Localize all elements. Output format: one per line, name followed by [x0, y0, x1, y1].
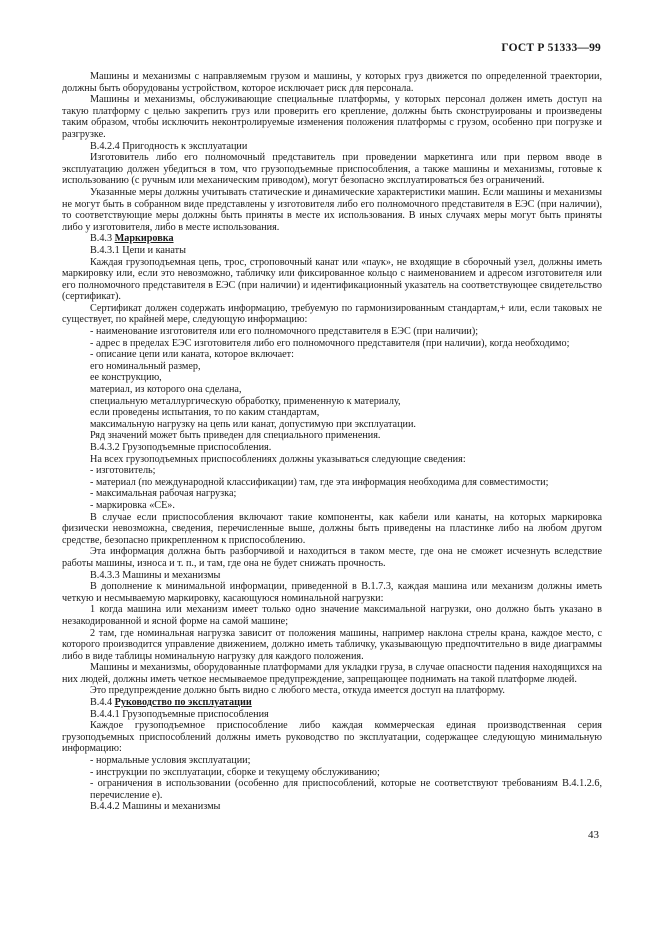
list-subitem: если проведены испытания, то по каким стандартам,: [90, 407, 320, 419]
list-subitem: максимальную нагрузку на цепь или канат, допустимую при эксплуатации.: [90, 418, 416, 430]
section-title: Маркировка: [114, 233, 174, 245]
list-item: - нормальные условия эксплуатации;: [90, 755, 251, 767]
paragraph: Ряд значений может быть приведен для специального применения.: [90, 430, 381, 442]
paragraph: Сертификат должен содержать информацию, требуемую по гармонизированным стандартам,+ или, если таковых не существует, по крайней мере, следующую информацию:: [62, 302, 602, 326]
list-subitem: его номинальный размер,: [90, 360, 201, 372]
paragraph: Каждая грузоподъемная цепь, трос, строповочный канат или «паук», не входящие в сборочный узел, должны иметь маркировку или, если это невозможно, табличку или фиксированное кольцо с наименованием и адресом изготовителя или его полномочного представителя в ЕЭС (при наличии) и идентификационный указатель на соответствующее свидетельство (сертификат).: [62, 256, 602, 303]
paragraph: Изготовитель либо его полномочный представитель при проведении маркетинга или при первом вводе в эксплуатацию должен убедиться в том, что грузоподъемные приспособления, а также машины и механизмы, готовые к использованию (с ручным или механическим приводом), могут безопасно эксплуатироваться без ограничений.: [62, 152, 602, 187]
paragraph: Машины и механизмы, оборудованные платформами для укладки груза, в случае опасности падения находящихся на них людей, должны иметь четкое несмываемое предупреждение, запрещающее поднимать на такой платформе людей.: [62, 662, 602, 685]
paragraph: Указанные меры должны учитывать статические и динамические характеристики машин. Если машины и механизмы не могут быть в собранном виде представлены у изготовителя либо его полномочного представителя в ЕЭС (при наличии), то соответствующие меры должны быть приняты в месте их использования. В иных случаях меры могут быть приняты либо у изготовителя, либо в месте использования.: [62, 186, 602, 233]
paragraph: Машины и механизмы с направляемым грузом и машины, у которых груз движется по определенной траектории, должны быть оборудованы устройством, которое исключает риск для персонала.: [62, 71, 602, 94]
list-item: - ограничения в использовании (особенно для приспособлений, которые не соответствуют требованиям В.4.1.2.6, перечисление е).: [90, 778, 602, 801]
document-body: [62, 71, 602, 813]
paragraph: Машины и механизмы, обслуживающие специальные платформы, у которых персонал должен иметь доступ на такую платформу с целью закрепить груз или проверить его крепление, должны быть сконструированы и произведены таким образом, чтобы исключить неконтролируемые изменения положения платформы с грузом, особенно при погрузке и разгрузке.: [62, 94, 602, 140]
list-subitem: специальную металлургическую обработку, примененную к материалу,: [90, 395, 401, 407]
subsection-heading: В.4.3.1 Цепи и канаты: [90, 244, 186, 256]
list-subitem: ее конструкцию,: [90, 372, 162, 384]
paragraph: Это предупреждение должно быть видно с любого места, откуда имеется доступ на платформу.: [90, 685, 505, 697]
list-item: - маркировка «СЕ».: [90, 499, 175, 511]
page-number: 43: [588, 829, 599, 841]
subsection-heading: В.4.4.2 Машины и механизмы: [90, 801, 221, 813]
section-heading: [62, 233, 602, 245]
list-item: - инструкции по эксплуатации, сборке и текущему обслуживанию;: [90, 766, 380, 778]
section-heading: [62, 697, 602, 709]
list-item: - наименование изготовителя или его полномочного представителя в ЕЭС (при наличии);: [90, 326, 479, 338]
subsection-heading: В.4.4.1 Грузоподъемные приспособления: [90, 708, 269, 720]
paragraph: В дополнение к минимальной информации, приведенной в В.1.7.3, каждая машина или механизм должны иметь четкую и несмываемую маркировку, касающуюся номинальной нагрузки:: [62, 581, 602, 604]
paragraph: 1 когда машина или механизм имеет только одно значение максимальной нагрузки, оно должно быть указано в незакодированной и ясной форме на самой машине;: [62, 604, 602, 627]
section-number: В.4.4: [90, 697, 113, 709]
list-item: - адрес в пределах ЕЭС изготовителя либо его полномочного представителя (при наличии), когда необходимо;: [90, 337, 570, 349]
list-item: - изготовитель;: [90, 465, 156, 477]
list-item: - максимальная рабочая нагрузка;: [90, 488, 237, 500]
section-number: В.4.3: [90, 233, 113, 245]
subsection-heading: В.4.3.3 Машины и механизмы: [90, 569, 221, 581]
paragraph: 2 там, где номинальная нагрузка зависит от положения машины, например наклона стрелы крана, каждое место, с которого производится управление движением, должно иметь табличку, указывающую предпочтительно в виде диаграммы либо в виде таблицы номинальную нагрузку для каждого положения.: [62, 627, 602, 662]
paragraph: В случае если приспособления включают такие компоненты, как кабели или канаты, на которых маркировка физически невозможна, сведения, перечисленные выше, должны быть приведены на пластинке либо на любом другом средстве, безопасно прикрепленном к приспособлению.: [62, 511, 602, 546]
standard-header: ГОСТ Р 51333—99: [501, 42, 601, 54]
list-subitem: материал, из которого она сделана,: [90, 384, 242, 396]
paragraph: Эта информация должна быть разборчивой и находиться в таком месте, где она не сможет исчезнуть вследствие работы машины, износа и т. п., и там, где она не будет снижать прочность.: [62, 546, 602, 569]
subsection-heading: В.4.3.2 Грузоподъемные приспособления.: [90, 442, 272, 453]
section-title: Руководство по эксплуатации: [114, 697, 252, 709]
subsection-heading: В.4.2.4 Пригодность к эксплуатации: [90, 140, 248, 152]
paragraph: На всех грузоподъемных приспособлениях должны указываться следующие сведения:: [90, 453, 466, 465]
paragraph: Каждое грузоподъемное приспособление либо каждая коммерческая единая производственная серия грузоподъемных приспособлений должны иметь руководство по эксплуатации, содержащее следующую минимальную информацию:: [62, 720, 602, 755]
list-item: - описание цепи или каната, которое включает:: [90, 349, 294, 361]
list-item: - материал (по международной классификации) там, где эта информация необходима для совместимости;: [90, 476, 549, 488]
